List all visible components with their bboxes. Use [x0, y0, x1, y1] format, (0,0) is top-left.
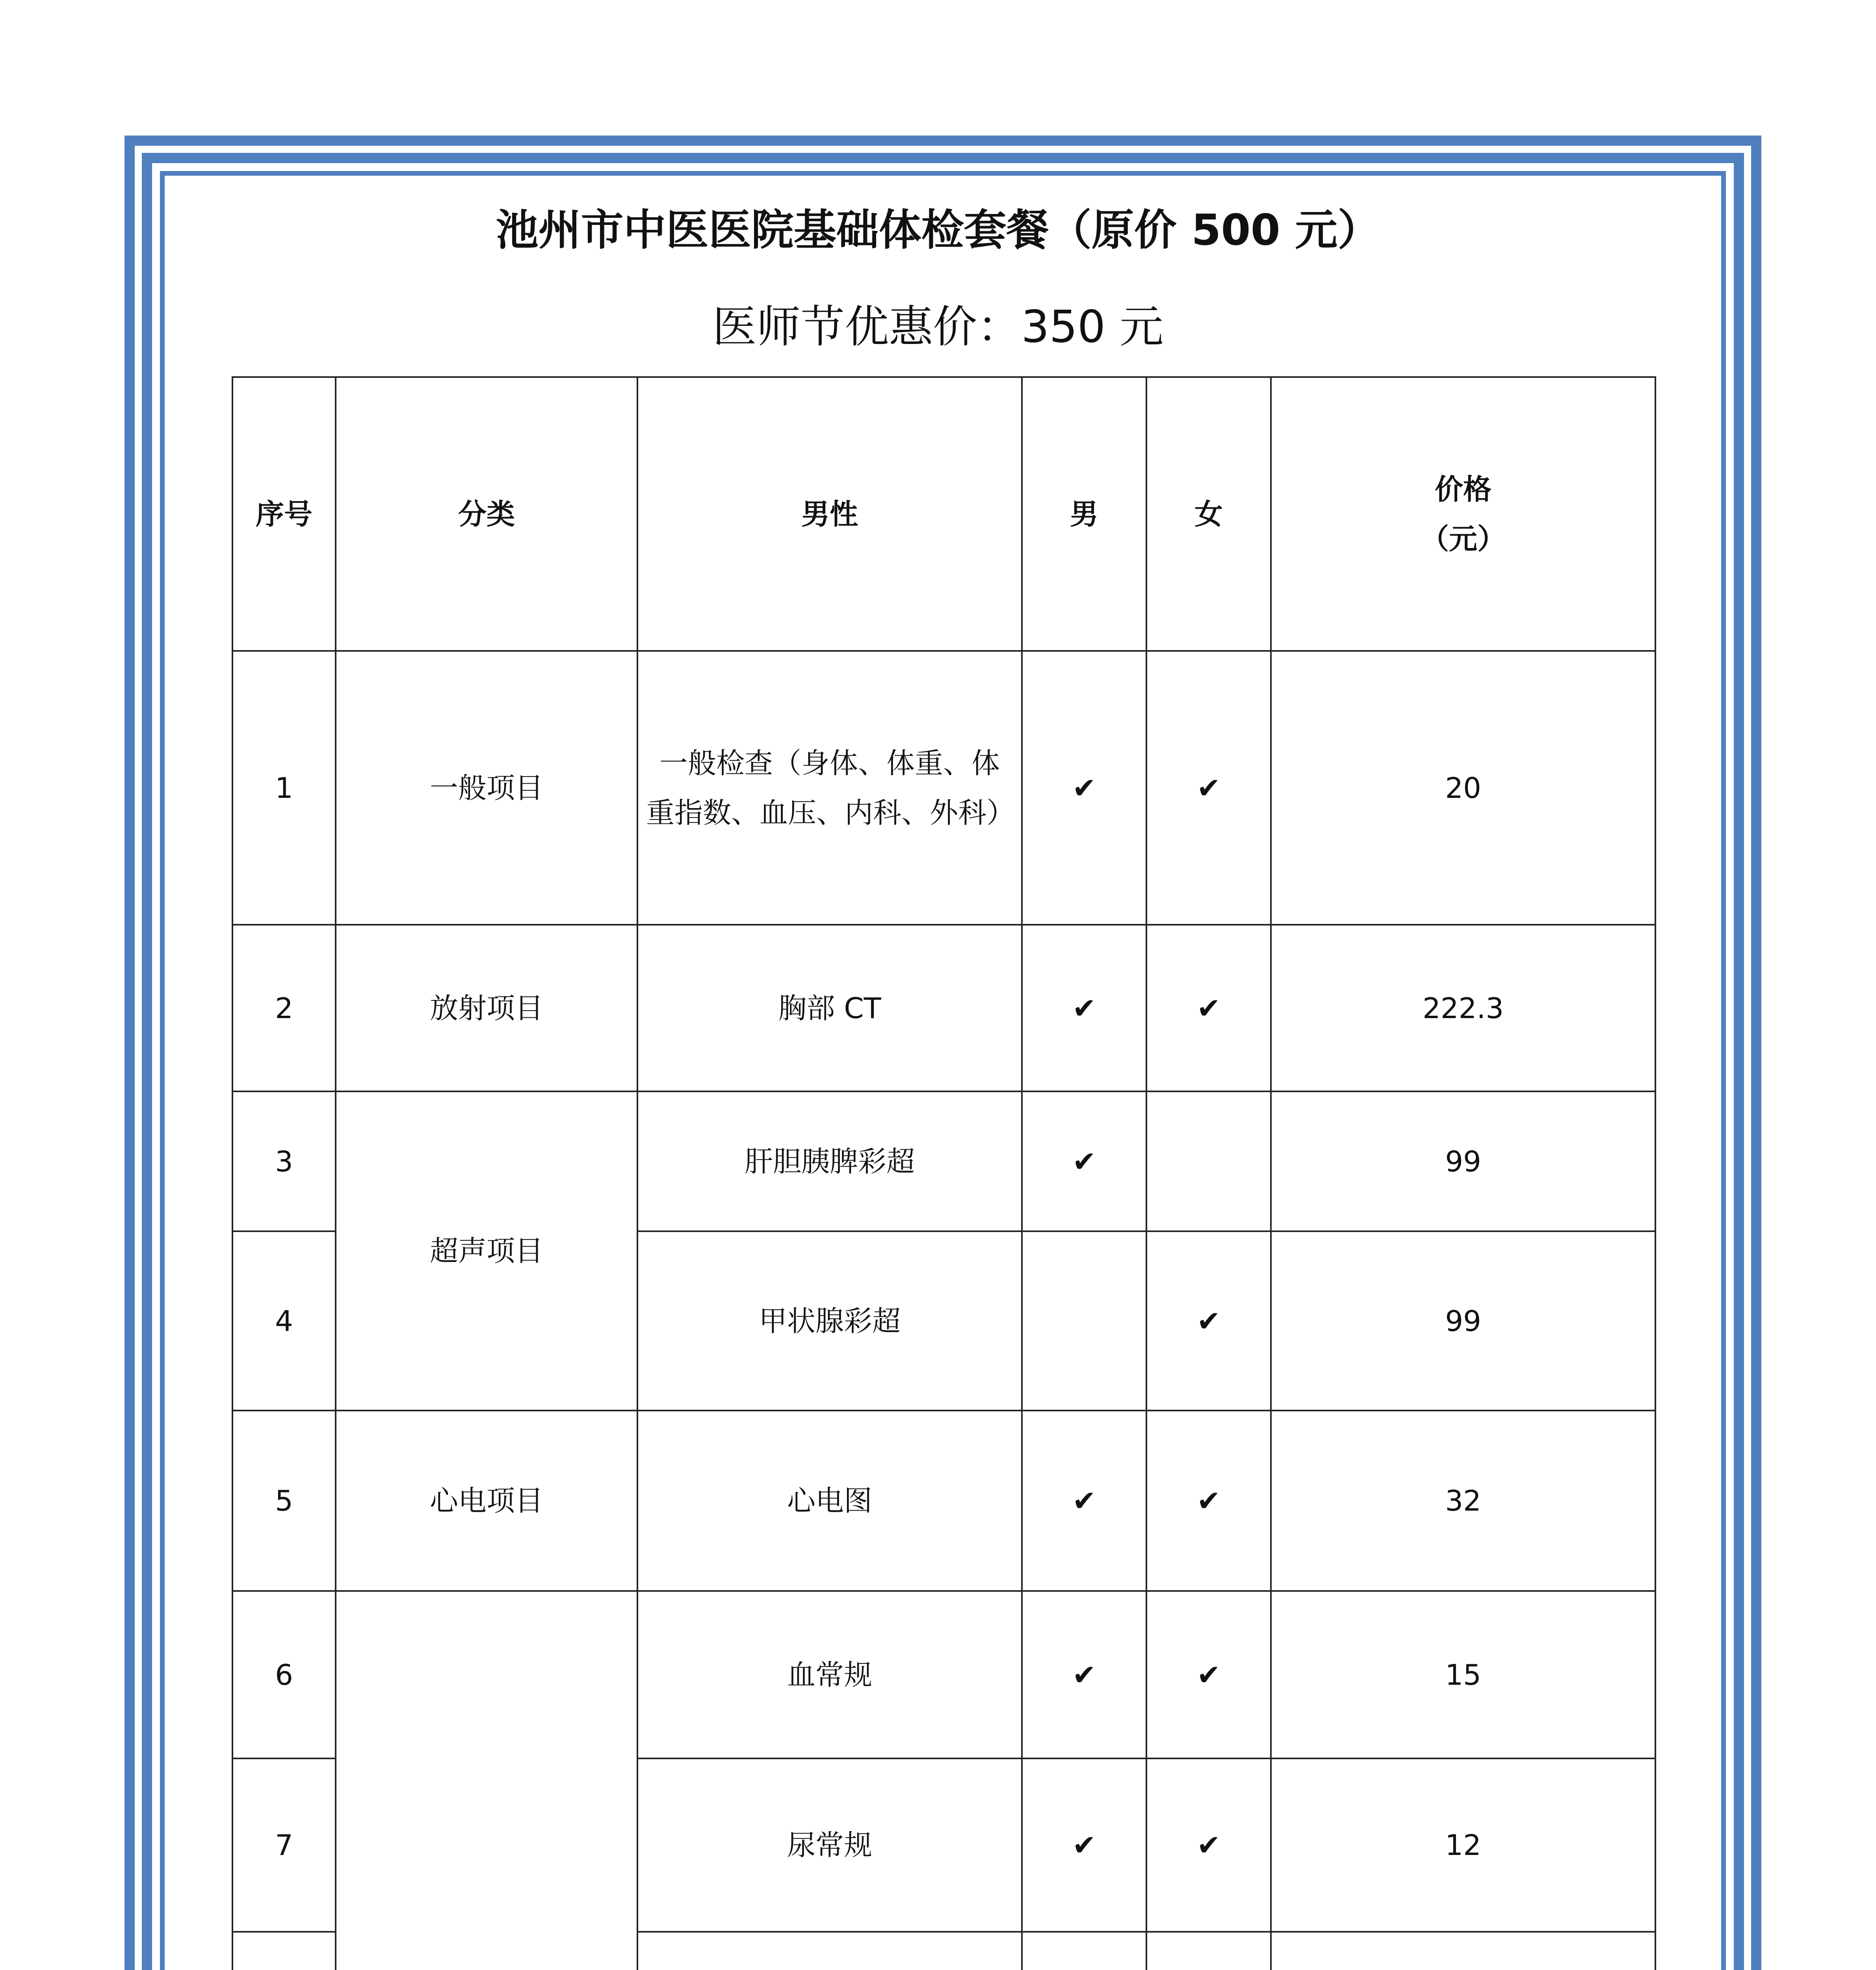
- table-row: [232, 651, 1655, 925]
- page-title: 池州市中医医院基础体检套餐（原价 500 元）: [496, 206, 1380, 255]
- row-price: 99: [1271, 1091, 1655, 1231]
- table-row: [232, 1411, 1655, 1591]
- male-check: ✔: [1022, 1591, 1146, 1758]
- header-no: 序号: [232, 377, 336, 651]
- row-item: 胸部 CT: [637, 925, 1022, 1091]
- row-category: [336, 1591, 637, 1970]
- header-price-unit: （元）: [1420, 522, 1506, 556]
- male-check: ✔: [1022, 1091, 1146, 1231]
- row-no: 4: [232, 1231, 336, 1411]
- table-row: [232, 1091, 1655, 1231]
- female-empty: [1146, 1091, 1271, 1231]
- male-check: ✔: [1022, 651, 1146, 925]
- female-check: ✔: [1146, 1591, 1271, 1758]
- female-check: ✔: [1146, 925, 1271, 1091]
- male-check: ✔: [1022, 1411, 1146, 1591]
- page-subtitle: 医师节优惠价：350 元: [712, 301, 1164, 353]
- header-price-label: 价格: [1434, 472, 1492, 506]
- row-no: 3: [232, 1091, 336, 1231]
- row-item: 一般检查（身体、体重、体重指数、血压、内科、外科）: [637, 651, 1022, 925]
- row-price: [1271, 1932, 1655, 1970]
- row-item: 尿常规: [637, 1758, 1022, 1932]
- row-category: 心电项目: [336, 1411, 637, 1591]
- row-price: 20: [1271, 651, 1655, 925]
- row-item: [637, 1932, 1022, 1970]
- row-no: 7: [232, 1758, 336, 1932]
- female-check: ✔: [1146, 1231, 1271, 1411]
- row-price: 32: [1271, 1411, 1655, 1591]
- row-item: 甲状腺彩超: [637, 1231, 1022, 1411]
- row-price: 15: [1271, 1591, 1655, 1758]
- header-female: 女: [1146, 377, 1271, 651]
- row-category: 放射项目: [336, 925, 637, 1091]
- row-price: 12: [1271, 1758, 1655, 1932]
- package-table: [232, 376, 1656, 1970]
- female-check: ✔: [1146, 651, 1271, 925]
- row-no: 5: [232, 1411, 336, 1591]
- row-no: [232, 1932, 336, 1970]
- male-check: ✔: [1022, 1758, 1146, 1932]
- row-price: 99: [1271, 1231, 1655, 1411]
- row-item: 肝胆胰脾彩超: [637, 1091, 1022, 1231]
- female-check: ✔: [1146, 1758, 1271, 1932]
- header-category: 分类: [336, 377, 637, 651]
- table-header-row: [232, 377, 1655, 651]
- table-row: [232, 925, 1655, 1091]
- female-check: ✔: [1146, 1411, 1271, 1591]
- header-male: 男: [1022, 377, 1146, 651]
- header-price: [1271, 377, 1655, 651]
- male-check: [1022, 1932, 1146, 1970]
- row-no: 2: [232, 925, 336, 1091]
- male-check: ✔: [1022, 925, 1146, 1091]
- row-category: 一般项目: [336, 651, 637, 925]
- female-check: [1146, 1932, 1271, 1970]
- row-no: 6: [232, 1591, 336, 1758]
- row-item: 血常规: [637, 1591, 1022, 1758]
- row-price: 222.3: [1271, 925, 1655, 1091]
- header-item: 男性: [637, 377, 1022, 651]
- row-no: 1: [232, 651, 336, 925]
- row-item: 心电图: [637, 1411, 1022, 1591]
- male-empty: [1022, 1231, 1146, 1411]
- table-row: [232, 1591, 1655, 1758]
- row-category: 超声项目: [336, 1091, 637, 1411]
